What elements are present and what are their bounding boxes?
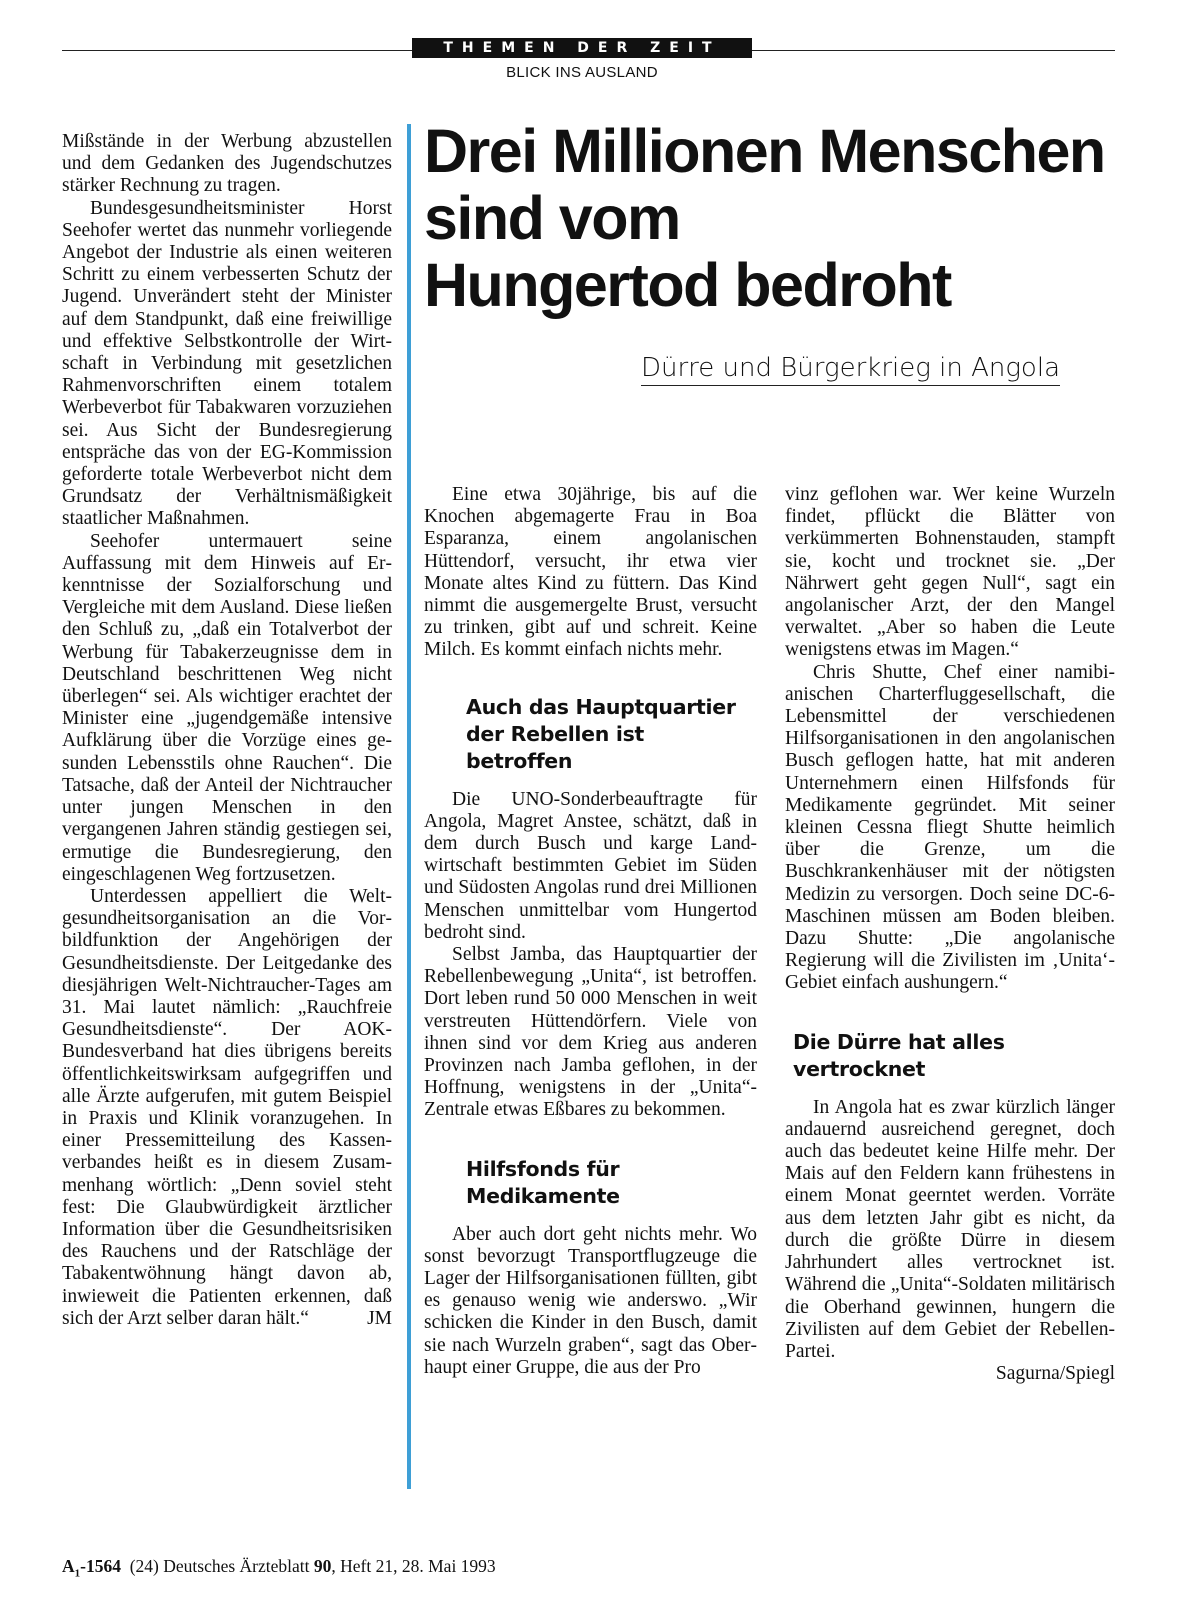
body-paragraph: In Angola hat es zwar kürzlich länger andauernd ausreichend geregnet, doch auch das bedeutet keine Hilfe mehr. Der Mais auf den Feldern kann frühestens in einem Monat geerntet werden. Vorräte aus dem letzten Jahr gibt es nicht, da durch die größte Dürre in diesem Jahrhundert alles vertrocknet ist. Während die „Unita“-Soldaten militärisch die Oberhand gewinnen, hungern die Zivilisten auf dem Gebiet der Rebellen-Partei. xyxy=(785,1096,1115,1362)
prev-paragraph-last xyxy=(62,886,392,1330)
prev-paragraph: Mißstände in der Werbung abzustellen und dem Gedanken des Jugendschutzes stärker Rechnung zu tragen. xyxy=(62,131,392,197)
prev-author: JM xyxy=(367,1307,392,1329)
article-column-2 xyxy=(424,484,757,1379)
article-headline xyxy=(424,118,1124,319)
page-number: $A_1-1564$ xyxy=(62,1556,121,1580)
ressort-label: THEMEN DER ZEIT xyxy=(412,38,752,58)
column-divider xyxy=(407,124,411,1489)
citation: (24) Deutsches Ärzteblatt xyxy=(129,1556,310,1576)
subressort-label: BLICK INS AUSLAND xyxy=(506,64,658,81)
body-paragraph: Selbst Jamba, das Hauptquartier der Rebellenbewegung „Unita“, ist betroffen. Dort leben rund 50 000 Menschen in weit verstreuten Hüttendörfern. Viele von ihnen sind vor dem Krieg aus anderen Provinzen nach Jamba geflohen, in der Hoffnung, wenigstens in der „Unita“-Zentrale etwas Eßbares zu bekommen. xyxy=(424,944,757,1121)
crosshead: Hilfsfonds für Medikamente xyxy=(466,1156,620,1208)
prev-paragraph: Bundesgesundheitsminister Horst Seehofer wertet das nunmehr vorliegende Angebot der Industrie als einen weiteren Schritt zu einem verbesserten Schutz der Jugend. Unverändert steht der Minister auf dem Standpunkt, daß eine freiwillige und effektive Selbstkontrolle der Wirtschaft in Verbindung mit gesetzlichen Rahmenvorschriften einem totalem Werbeverbot für Tabakwaren vorzuziehen sei. Aus Sicht der Bundesregierung entspräche das von der EG-Kommission geforderte totale Werbeverbot nicht dem Grundsatz der Verhältnismäßigkeit staatlicher Maßnahmen. xyxy=(62,197,392,530)
article-subtitle xyxy=(590,352,1060,384)
prev-paragraph-text: Unterdessen appelliert die Weltgesundheitsorganisation an die Vorbildfunktion der Angehörigen der Gesundheitsdienste. Der Leitgedanke des diesjährigen Welt-Nichtraucher-Tages am 31. Mai lautet nämlich: „Rauchfreie Gesundheitsdienste“. Der AOK-Bundesverband hat dies übrigens bereits öffentlichkeitswirksam aufgegriffen und alle Ärzte aufgerufen, mit gutem Beispiel in Praxis und Klinik voranzugehen. In einer Pressemitteilung des Kassenverbandes heißt es in diesem Zusammenhang wörtlich: „Denn soviel steht fest: Die Glaubwürdigkeit ärztlicher Information über die Gesundheitsrisiken des Rauchens und der Ratschläge der Tabakentwöhnung hängt davon ab, inwieweit die Patienten erkennen, daß sich der Arzt selber daran hält.“ xyxy=(62,885,392,1329)
body-paragraph: vinz geflohen war. Wer keine Wurzeln findet, pflückt die Blätter von verkümmerten Bohnenstauden, stampft sie, kocht und trocknet sie. „Der Nährwert geht gegen Null“, sagt ein angolanischer Arzt, der den Mangel verwaltet. „Aber so haben die Leute wenigstens etwas im Magen.“ xyxy=(785,484,1115,661)
volume: 90 xyxy=(313,1556,332,1576)
crosshead: Auch das Hauptquartier der Rebellen ist betroffen xyxy=(466,694,736,773)
article-column-3 xyxy=(785,484,1115,1385)
body-paragraph: Die UNO-Sonderbeauftragte für Angola, Magret Anstee, schätzt, daß in dem durch Busch und karge Landwirtschaft bestimmten Gebiet im Süden und Südosten Angolas rund drei Millionen Menschen unmittelbar vom Hungertod bedroht sind. xyxy=(424,788,757,943)
headline-line: sind vom xyxy=(424,184,680,252)
prev-paragraph: Seehofer untermauert seine Auffassung mit dem Hinweis auf Erkenntnisse der Sozialforschung und Vergleiche mit dem Ausland. Diese ließen den Schluß zu, „daß ein Totalverbot der Werbung für Tabakerzeugnisse dem in Deutschland beschrittenen Weg nicht überlegen“ sei. Als wichtiger erachtet der Minister eine „jugendgemäße intensive Aufklärung über die Vorzüge eines gesunden Lebensstils ohne Rauchen“. Die Tatsache, daß der Anteil der Nichtraucher unter jungen Menschen in den vergangenen Jahren ständig gestiegen sei, ermutige die Bundesregierung, den eingeschlagenen Weg fortzusetzen. xyxy=(62,530,392,885)
previous-article-column xyxy=(62,131,392,1330)
citation-rest: , Heft 21, 28. Mai 1993 xyxy=(331,1556,496,1576)
page-footer xyxy=(62,1556,496,1580)
crosshead: Die Dürre hat alles vertrocknet xyxy=(793,1029,1005,1081)
headline-line: Drei Millionen Menschen xyxy=(424,117,1105,185)
headline-line: Hungertod bedroht xyxy=(424,251,951,319)
body-paragraph: Chris Shutte, Chef einer namibianischen Charterfluggesellschaft, die Lebensmittel der verschiedenen Hilfsorganisationen in den angolanischen Busch geflogen hatte, hat mit anderen Unternehmern einen Hilfsfonds für Medikamente gegründet. Mit seiner kleinen Cessna fliegt Shutte heimlich über die Grenze, um die Buschkrankenhäuser mit der nötigsten Medizin zu versorgen. Doch seine DC-6-Maschinen müssen am Boden bleiben. Dazu Shutte: „Die angolanische Regierung will die Zivilisten im ‚Unita‘-Gebiet einfach aushungern.“ xyxy=(785,661,1115,994)
body-paragraph: Eine etwa 30jährige, bis auf die Knochen abgemagerte Frau in Boa Esparanza, einem angolanischen Hüttendorf, versucht, ihr etwa vier Monate altes Kind zu füttern. Das Kind nimmt die ausgemergelte Brust, versucht zu trinken, gibt auf und schreit. Keine Milch. Es kommt einfach nichts mehr. xyxy=(424,484,757,661)
body-paragraph: Aber auch dort geht nichts mehr. Wo sonst bevorzugt Transportflugzeuge die Lager der Hilfsorganisationen füllten, gibt es genauso wenig wie anderswo. „Wir schicken die Kinder in den Busch, damit sie nach Wurzeln graben“, sagt das Oberhaupt einer Gruppe, die aus der Pro xyxy=(424,1223,757,1378)
article-signature: Sagurna/Spiegl xyxy=(995,1363,1115,1385)
subtitle-text: Dürre und Bürgerkrieg in Angola xyxy=(641,353,1060,386)
